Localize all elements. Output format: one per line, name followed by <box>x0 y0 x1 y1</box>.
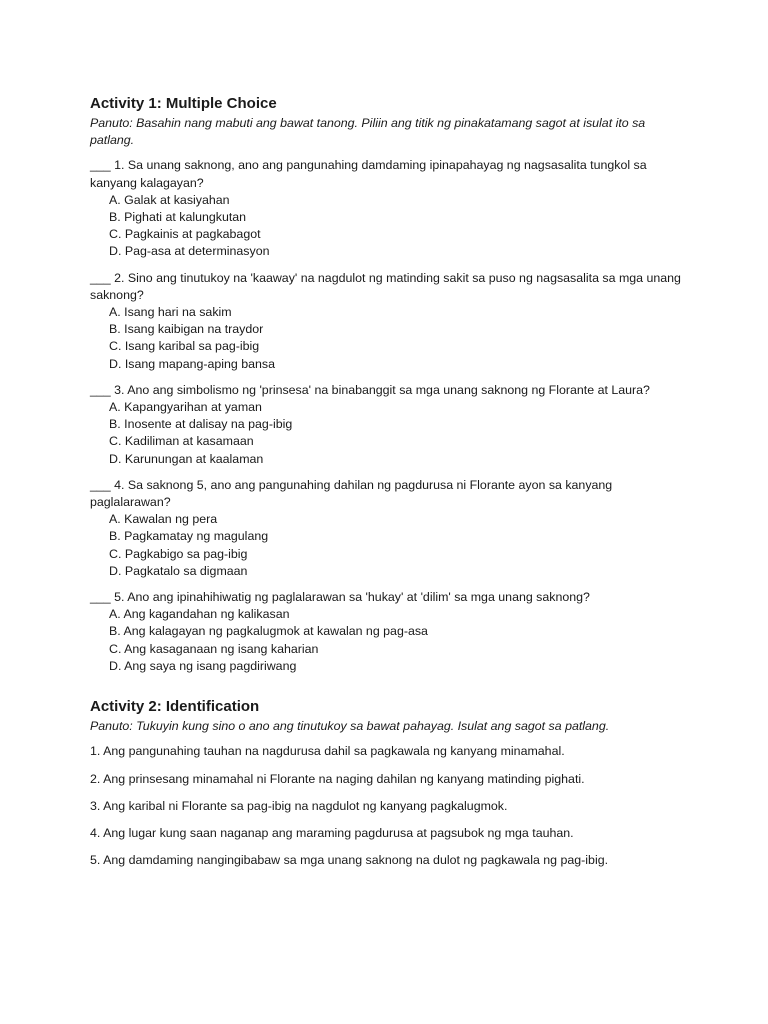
question-text: ___ 1. Sa unang saknong, ano ang pangunahing damdaming ipinapahayag ng nagsasalita tungkol sa kanyang kalagayan? <box>90 158 647 190</box>
choice-b: B. Ang kalagayan ng pagkalugmok at kawalan ng pag-asa <box>109 624 428 639</box>
section-spacer <box>90 684 690 697</box>
activity-1-directions: Panuto: Basahin nang mabuti ang bawat tanong. Piliin ang titik ng pinakatamang sagot at isulat ito sa patlang. <box>90 116 646 148</box>
identification-item-5: 5. Ang damdaming nangingibabaw sa mga unang saknong na dulot ng pagkawala ng pag-ibig. <box>90 853 609 868</box>
choice-b: B. Inosente at dalisay na pag-ibig <box>109 417 293 432</box>
activity-1-title: Activity 1: Multiple Choice <box>90 95 277 112</box>
question-2 <box>90 270 690 373</box>
activity-1-section <box>90 94 690 675</box>
question-text: ___ 2. Sino ang tinutukoy na 'kaaway' na nagdulot ng matinding sakit sa puso ng nagsasalita sa mga unang saknong? <box>90 270 681 302</box>
choice-a: A. Isang hari na sakim <box>109 305 232 320</box>
choice-d: D. Karunungan at kaalaman <box>109 451 264 466</box>
question-4 <box>90 477 690 580</box>
activity-2-title: Activity 2: Identification <box>90 698 260 716</box>
question-5 <box>90 589 690 675</box>
worksheet-page <box>90 94 690 879</box>
choice-a: A. Ang kagandahan ng kalikasan <box>109 607 290 622</box>
choice-d: D. Isang mapang-aping bansa <box>109 356 276 371</box>
choice-b: B. Pighati at kalungkutan <box>109 210 247 225</box>
activity-2-directions: Panuto: Tukuyin kung sino o ano ang tinutukoy sa bawat pahayag. Isulat ang sagot sa patlang. <box>90 719 610 734</box>
identification-item-3: 3. Ang karibal ni Florante sa pag-ibig na nagdulot ng kanyang pagkalugmok. <box>90 798 508 813</box>
choice-d: D. Pagkatalo sa digmaan <box>109 563 248 578</box>
choice-c: C. Isang karibal sa pag-ibig <box>109 339 260 354</box>
choice-b: B. Isang kaibigan na traydor <box>109 322 264 337</box>
identification-item-2: 2. Ang prinsesang minamahal ni Florante na naging dahilan ng kanyang matinding pighati. <box>90 771 585 786</box>
choice-a: A. Galak at kasiyahan <box>109 192 230 207</box>
choice-b: B. Pagkamatay ng magulang <box>109 529 269 544</box>
choice-a: A. Kapangyarihan at yaman <box>109 400 262 415</box>
choice-c: C. Pagkainis at pagkabagot <box>109 227 261 242</box>
choice-c: C. Kadiliman at kasamaan <box>109 434 254 449</box>
choice-a: A. Kawalan ng pera <box>109 512 218 527</box>
identification-item-1: 1. Ang pangunahing tauhan na nagdurusa dahil sa pagkawala ng kanyang minamahal. <box>90 744 565 759</box>
choice-c: C. Pagkabigo sa pag-ibig <box>109 546 248 561</box>
choice-d: D. Ang saya ng isang pagdiriwang <box>109 658 297 673</box>
choice-d: D. Pag-asa at determinasyon <box>109 244 270 259</box>
question-text: ___ 4. Sa saknong 5, ano ang pangunahing dahilan ng pagdurusa ni Florante ayon sa kanyang paglalarawan? <box>90 477 613 510</box>
question-text: ___ 5. Ano ang ipinahihiwatig ng paglalarawan sa 'hukay' at 'dilim' sa mga unang saknong? <box>90 590 590 605</box>
question-3 <box>90 382 690 468</box>
question-text: ___ 3. Ano ang simbolismo ng 'prinsesa' na binabanggit sa mga unang saknong ng Florante at Laura? <box>90 382 650 397</box>
choice-c: C. Ang kasaganaan ng isang kaharian <box>109 641 319 656</box>
identification-item-4: 4. Ang lugar kung saan naganap ang maraming pagdurusa at pagsubok ng mga tauhan. <box>90 825 574 840</box>
question-1 <box>90 157 690 260</box>
activity-2-section <box>90 697 690 869</box>
